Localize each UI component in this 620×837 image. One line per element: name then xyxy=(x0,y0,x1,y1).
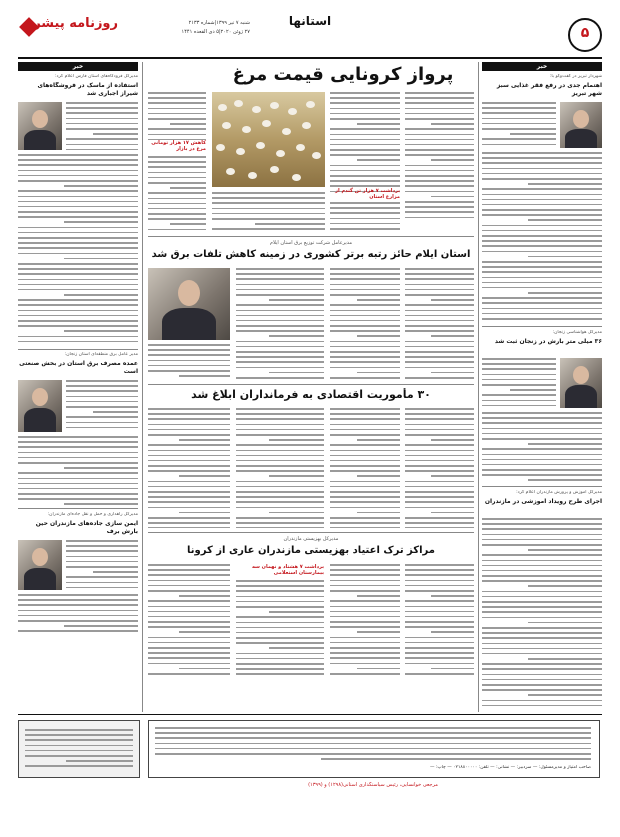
middle-divider-1 xyxy=(148,236,474,237)
main-story-col-3 xyxy=(212,192,325,232)
official-portrait-right-2 xyxy=(560,358,602,408)
page-number-badge xyxy=(568,18,602,52)
right-story-2b xyxy=(482,412,602,484)
missions-story-col-3 xyxy=(236,408,324,528)
middle-divider-3 xyxy=(148,532,474,533)
electricity-story-col-1 xyxy=(405,268,474,380)
missions-headline: ۳۰ مأموریت اقتصادی به فرمانداران ابلاغ شد xyxy=(191,388,431,401)
footer-ad-box xyxy=(18,720,140,778)
left-story-3 xyxy=(66,540,138,590)
official-portrait-left-3 xyxy=(18,540,62,590)
pullquote-1: کاهش ۱۷ هزار تومانی مرغ در بازار xyxy=(151,140,206,152)
middle-divider-2 xyxy=(148,384,474,385)
official-portrait-left-2 xyxy=(18,380,62,432)
right-title-1: اهتمام جدی در رفع فقر غذایی سبز شهر تبریز xyxy=(496,82,602,97)
left-kicker-1: مدیرکل فرودگاه‌های استان فارس اعلام کرد: xyxy=(55,74,138,79)
footer-credits: مرجعی خوانسایی، رئیس سیاستگذاری استانی(۱۲۹۸) و (۱۳۹۹) xyxy=(308,782,438,788)
section-title: استانها xyxy=(288,14,332,28)
mazandaran-story-col-3 xyxy=(236,580,324,676)
main-headline: پرواز کرونایی قیمت مرغ xyxy=(232,64,454,85)
main-story-col-1 xyxy=(405,92,474,222)
left-kicker-2: مدیر عامل برق منطقه‌ای استان زنجان: xyxy=(64,352,138,357)
right-kicker-2: مدیرکل هواشناسی زنجان: xyxy=(552,330,602,335)
right-story-1b xyxy=(482,152,602,322)
right-title-2: ۳۶ میلی متر بارش در زنجان ثبت شد xyxy=(494,338,602,345)
official-portrait-right-1 xyxy=(560,102,602,148)
mazandaran-story-col-4 xyxy=(148,564,230,676)
column-rule-left xyxy=(142,62,143,712)
main-story-col-2b xyxy=(330,202,400,230)
mazandaran-headline: مراکز ترک اعتیاد بهزیستی مازندران عاری از کرونا xyxy=(187,545,435,556)
electricity-story-col-3 xyxy=(236,268,324,380)
left-title-3: ایمن سازی جاده‌های مازندران حین بارش برف xyxy=(35,520,138,535)
electricity-story-col-4 xyxy=(148,344,230,380)
right-story-3 xyxy=(482,518,602,708)
date-line-2: ۲۷ ژوئن ۲۰۲۰|۵ ذی القعده ۱۴۴۱ xyxy=(181,29,250,35)
official-portrait-electricity xyxy=(148,268,230,340)
footer-info-box xyxy=(148,720,600,778)
kicker-mazandaran: مدیرکل بهزیستی مازندران xyxy=(283,536,339,542)
date-line-1: شنبه ۷ تیر ۱۳۹۹|شماره ۲۱۳۳ xyxy=(188,20,250,26)
left-story-2b xyxy=(18,436,138,506)
footer-info-lines xyxy=(155,727,591,763)
electricity-story-col-2 xyxy=(330,268,400,380)
footer-rule xyxy=(18,714,602,715)
left-kicker-3: مدیرکل راهداری و حمل و نقل جاده‌ای مازندران: xyxy=(47,512,138,517)
left-story-2 xyxy=(66,380,138,432)
left-title-2: عمده مصرف برق استان در بخش صنعتی است xyxy=(19,360,138,375)
right-divider-1 xyxy=(482,326,602,327)
left-title-1: استفاده از ماسک در فروشگاه‌های شیراز اجباری شد xyxy=(37,82,138,97)
pullquote-text: برداشت ۷ هزار تن گندم از مزارع استان xyxy=(335,188,400,200)
right-story-2 xyxy=(482,358,556,408)
official-portrait-left-1 xyxy=(18,102,62,150)
missions-story-col-1 xyxy=(405,408,474,528)
mazandaran-story-col-2 xyxy=(330,564,400,676)
right-story-1 xyxy=(482,102,556,148)
chicken-farm-photo xyxy=(212,92,325,187)
right-column-tag: خبر xyxy=(482,62,602,71)
left-story-1 xyxy=(66,102,138,150)
mazandaran-story-col-1 xyxy=(405,564,474,676)
left-story-1b xyxy=(18,154,138,346)
right-title-3: اجرای طرح رویداد آموزشی در مازندران xyxy=(484,498,602,505)
right-divider-2 xyxy=(482,486,602,487)
left-divider-1 xyxy=(18,349,138,350)
masthead xyxy=(0,0,620,60)
pullquote-3: برداشت ۷ هشتاد و نهمان سه بیمارستان استعلامی xyxy=(251,564,324,576)
newspaper-logo xyxy=(22,14,117,42)
main-story-col-2 xyxy=(330,92,400,192)
header-rule xyxy=(18,57,602,59)
logo-text: روزنامه پیشرو xyxy=(25,16,118,31)
left-divider-2 xyxy=(18,508,138,509)
right-kicker-1: شهردار تبریز در گفت‌وگو با: xyxy=(549,74,602,79)
right-kicker-3: مدیرکل آموزش و پرورش مازندران اعلام کرد: xyxy=(516,490,602,495)
footer-info-text: صاحب امتیاز و مدیرمسئول: — سردبیر: — نشانی: — تلفن: ۰۲۱۸۸۰۰۰۰۰ — چاپ: — xyxy=(429,765,591,770)
page-number: ۵ xyxy=(580,25,590,41)
electricity-headline: استان ایلام حائز رتبه برتر کشوری در زمینه کاهش تلفات برق شد xyxy=(151,249,471,260)
missions-story-col-2 xyxy=(330,408,400,528)
main-story-col-4b xyxy=(148,156,206,232)
kicker-electricity: مدیرعامل شرکت توزیع برق استان ایلام xyxy=(269,240,353,246)
main-story-col-4 xyxy=(148,92,206,142)
column-rule-right xyxy=(478,62,479,712)
footer-ad-lines xyxy=(25,729,133,771)
missions-story-col-4 xyxy=(148,408,230,528)
left-column-tag: خبر xyxy=(18,62,138,71)
left-story-3b xyxy=(18,594,138,634)
